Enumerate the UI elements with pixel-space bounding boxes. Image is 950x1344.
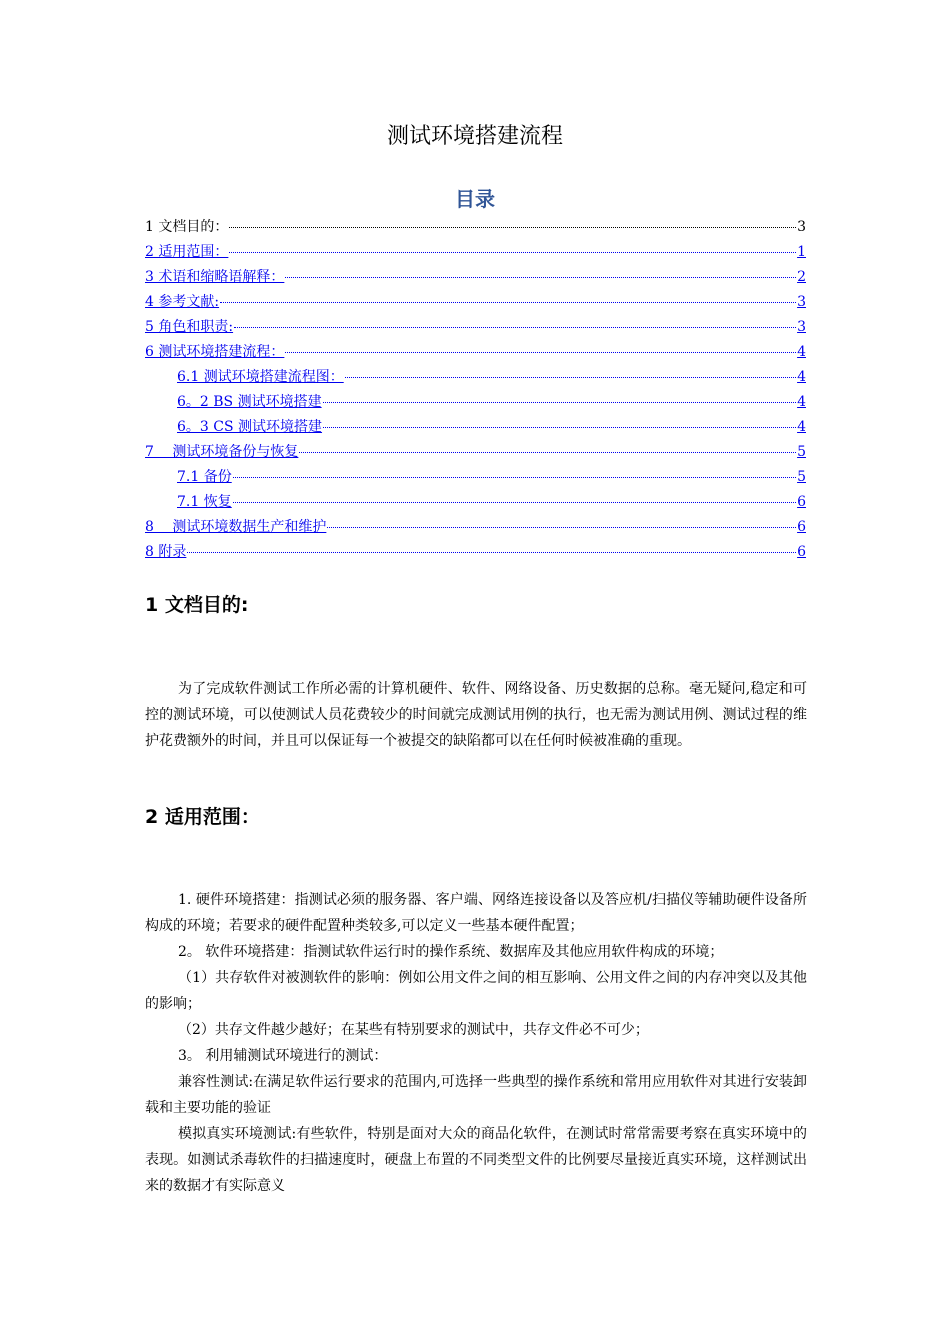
paragraph: 3。 利用辅测试环境进行的测试： — [178, 1048, 388, 1064]
toc-entry-label: 4 参考文献: — [145, 294, 220, 310]
toc-dot-leader — [229, 226, 796, 228]
section-2-heading: 2 适用范围： — [145, 806, 260, 828]
toc-dot-leader — [345, 376, 796, 378]
paragraph: 1. 硬件环境搭建：指测试必须的服务器、客户端、网络连接设备以及答应机/扫描仪等辅助硬件设备所构成的环境；若要求的硬件配置种类较多,可以定义一些基本硬件配置； — [145, 892, 807, 934]
toc-entry[interactable] — [145, 442, 806, 467]
toc-entry[interactable] — [145, 367, 806, 392]
toc-dot-leader — [323, 401, 796, 403]
document-title: 测试环境搭建流程 — [386, 124, 563, 149]
toc-entry[interactable] — [145, 267, 806, 292]
toc-entry[interactable] — [145, 417, 806, 442]
toc-dot-leader — [233, 501, 796, 503]
toc-dot-leader — [229, 251, 796, 253]
toc-entry-label: 6。3 CS 测试环境搭建 — [177, 419, 323, 435]
toc-dot-leader — [234, 326, 796, 328]
toc-heading: 目录 — [455, 187, 495, 211]
toc-entry-page: 2 — [797, 269, 806, 285]
toc-entry-label: 7 测试环境备份与恢复 — [145, 444, 299, 460]
toc-dot-leader — [233, 476, 796, 478]
toc-dot-leader — [327, 526, 796, 528]
toc-entry-label: 6.1 测试环境搭建流程图： — [177, 369, 344, 385]
table-of-contents — [145, 217, 806, 567]
paragraph: 模拟真实环境测试:有些软件，特别是面对大众的商品化软件，在测试时常常需要考察在真实环境中的表现。如测试杀毒软件的扫描速度时，硬盘上布置的不同类型文件的比例要尽量接近真实环境，这样测试出来的数据才有实际意义 — [145, 1126, 807, 1194]
toc-dot-leader — [285, 276, 796, 278]
toc-entry[interactable] — [145, 292, 806, 317]
toc-entry-page: 6 — [797, 519, 806, 535]
toc-entry-label: 8 测试环境数据生产和维护 — [145, 519, 327, 535]
toc-entry-page: 3 — [797, 219, 806, 235]
toc-entry[interactable] — [145, 342, 806, 367]
toc-entry-page: 3 — [797, 294, 806, 310]
toc-entry-label: 6 测试环境搭建流程： — [145, 344, 285, 360]
toc-entry-page: 4 — [797, 344, 806, 360]
toc-entry-label: 6。2 BS 测试环境搭建 — [177, 394, 322, 410]
toc-entry-page: 6 — [797, 544, 806, 560]
toc-dot-leader — [220, 301, 796, 303]
toc-entry[interactable] — [145, 467, 806, 492]
toc-entry[interactable] — [145, 517, 806, 542]
toc-entry[interactable] — [145, 317, 806, 342]
section-1-body — [145, 676, 807, 754]
toc-entry[interactable] — [145, 492, 806, 517]
section-1-heading: 1 文档目的: — [145, 594, 249, 616]
paragraph: 为了完成软件测试工作所必需的计算机硬件、软件、网络设备、历史数据的总称。毫无疑问,稳定和可控的测试环境，可以使测试人员花费较少的时间就完成测试用例的执行，也无需为测试用例、测试过程的维护花费额外的时间，并且可以保证每一个被提交的缺陷都可以在任何时候被准确的重现。 — [145, 681, 807, 749]
toc-entry[interactable] — [145, 392, 806, 417]
toc-dot-leader — [187, 551, 796, 553]
toc-entry-page: 3 — [797, 319, 806, 335]
toc-entry-page: 5 — [797, 469, 806, 485]
toc-entry-page: 6 — [797, 494, 806, 510]
toc-entry-label: 7.1 备份 — [177, 469, 232, 485]
toc-dot-leader — [323, 426, 796, 428]
toc-dot-leader — [285, 351, 796, 353]
paragraph: （1）共存软件对被测软件的影响：例如公用文件之间的相互影响、公用文件之间的内存冲突以及其他的影响； — [145, 970, 807, 1012]
toc-entry-label: 1 文档目的： — [145, 219, 229, 235]
toc-entry[interactable] — [145, 542, 806, 567]
toc-entry-label: 3 术语和缩略语解释： — [145, 269, 285, 285]
paragraph: （2）共存文件越少越好；在某些有特别要求的测试中，共存文件必不可少； — [178, 1022, 649, 1038]
toc-entry-page: 1 — [797, 244, 806, 260]
paragraph: 2。 软件环境搭建：指测试软件运行时的操作系统、数据库及其他应用软件构成的环境； — [178, 944, 724, 960]
toc-entry-label: 7.1 恢复 — [177, 494, 232, 510]
paragraph: 兼容性测试:在满足软件运行要求的范围内,可选择一些典型的操作系统和常用应用软件对其进行安装卸载和主要功能的验证 — [145, 1074, 807, 1116]
toc-entry[interactable] — [145, 242, 806, 267]
toc-entry-page: 4 — [797, 369, 806, 385]
toc-entry-page: 4 — [797, 419, 806, 435]
toc-entry-label: 5 角色和职责: — [145, 319, 234, 335]
toc-entry-label: 8 附录 — [145, 544, 187, 560]
toc-dot-leader — [299, 451, 796, 453]
toc-entry-page: 5 — [797, 444, 806, 460]
toc-entry — [145, 217, 806, 242]
toc-entry-label: 2 适用范围： — [145, 244, 229, 260]
section-2-body — [145, 887, 807, 1199]
toc-entry-page: 4 — [797, 394, 806, 410]
